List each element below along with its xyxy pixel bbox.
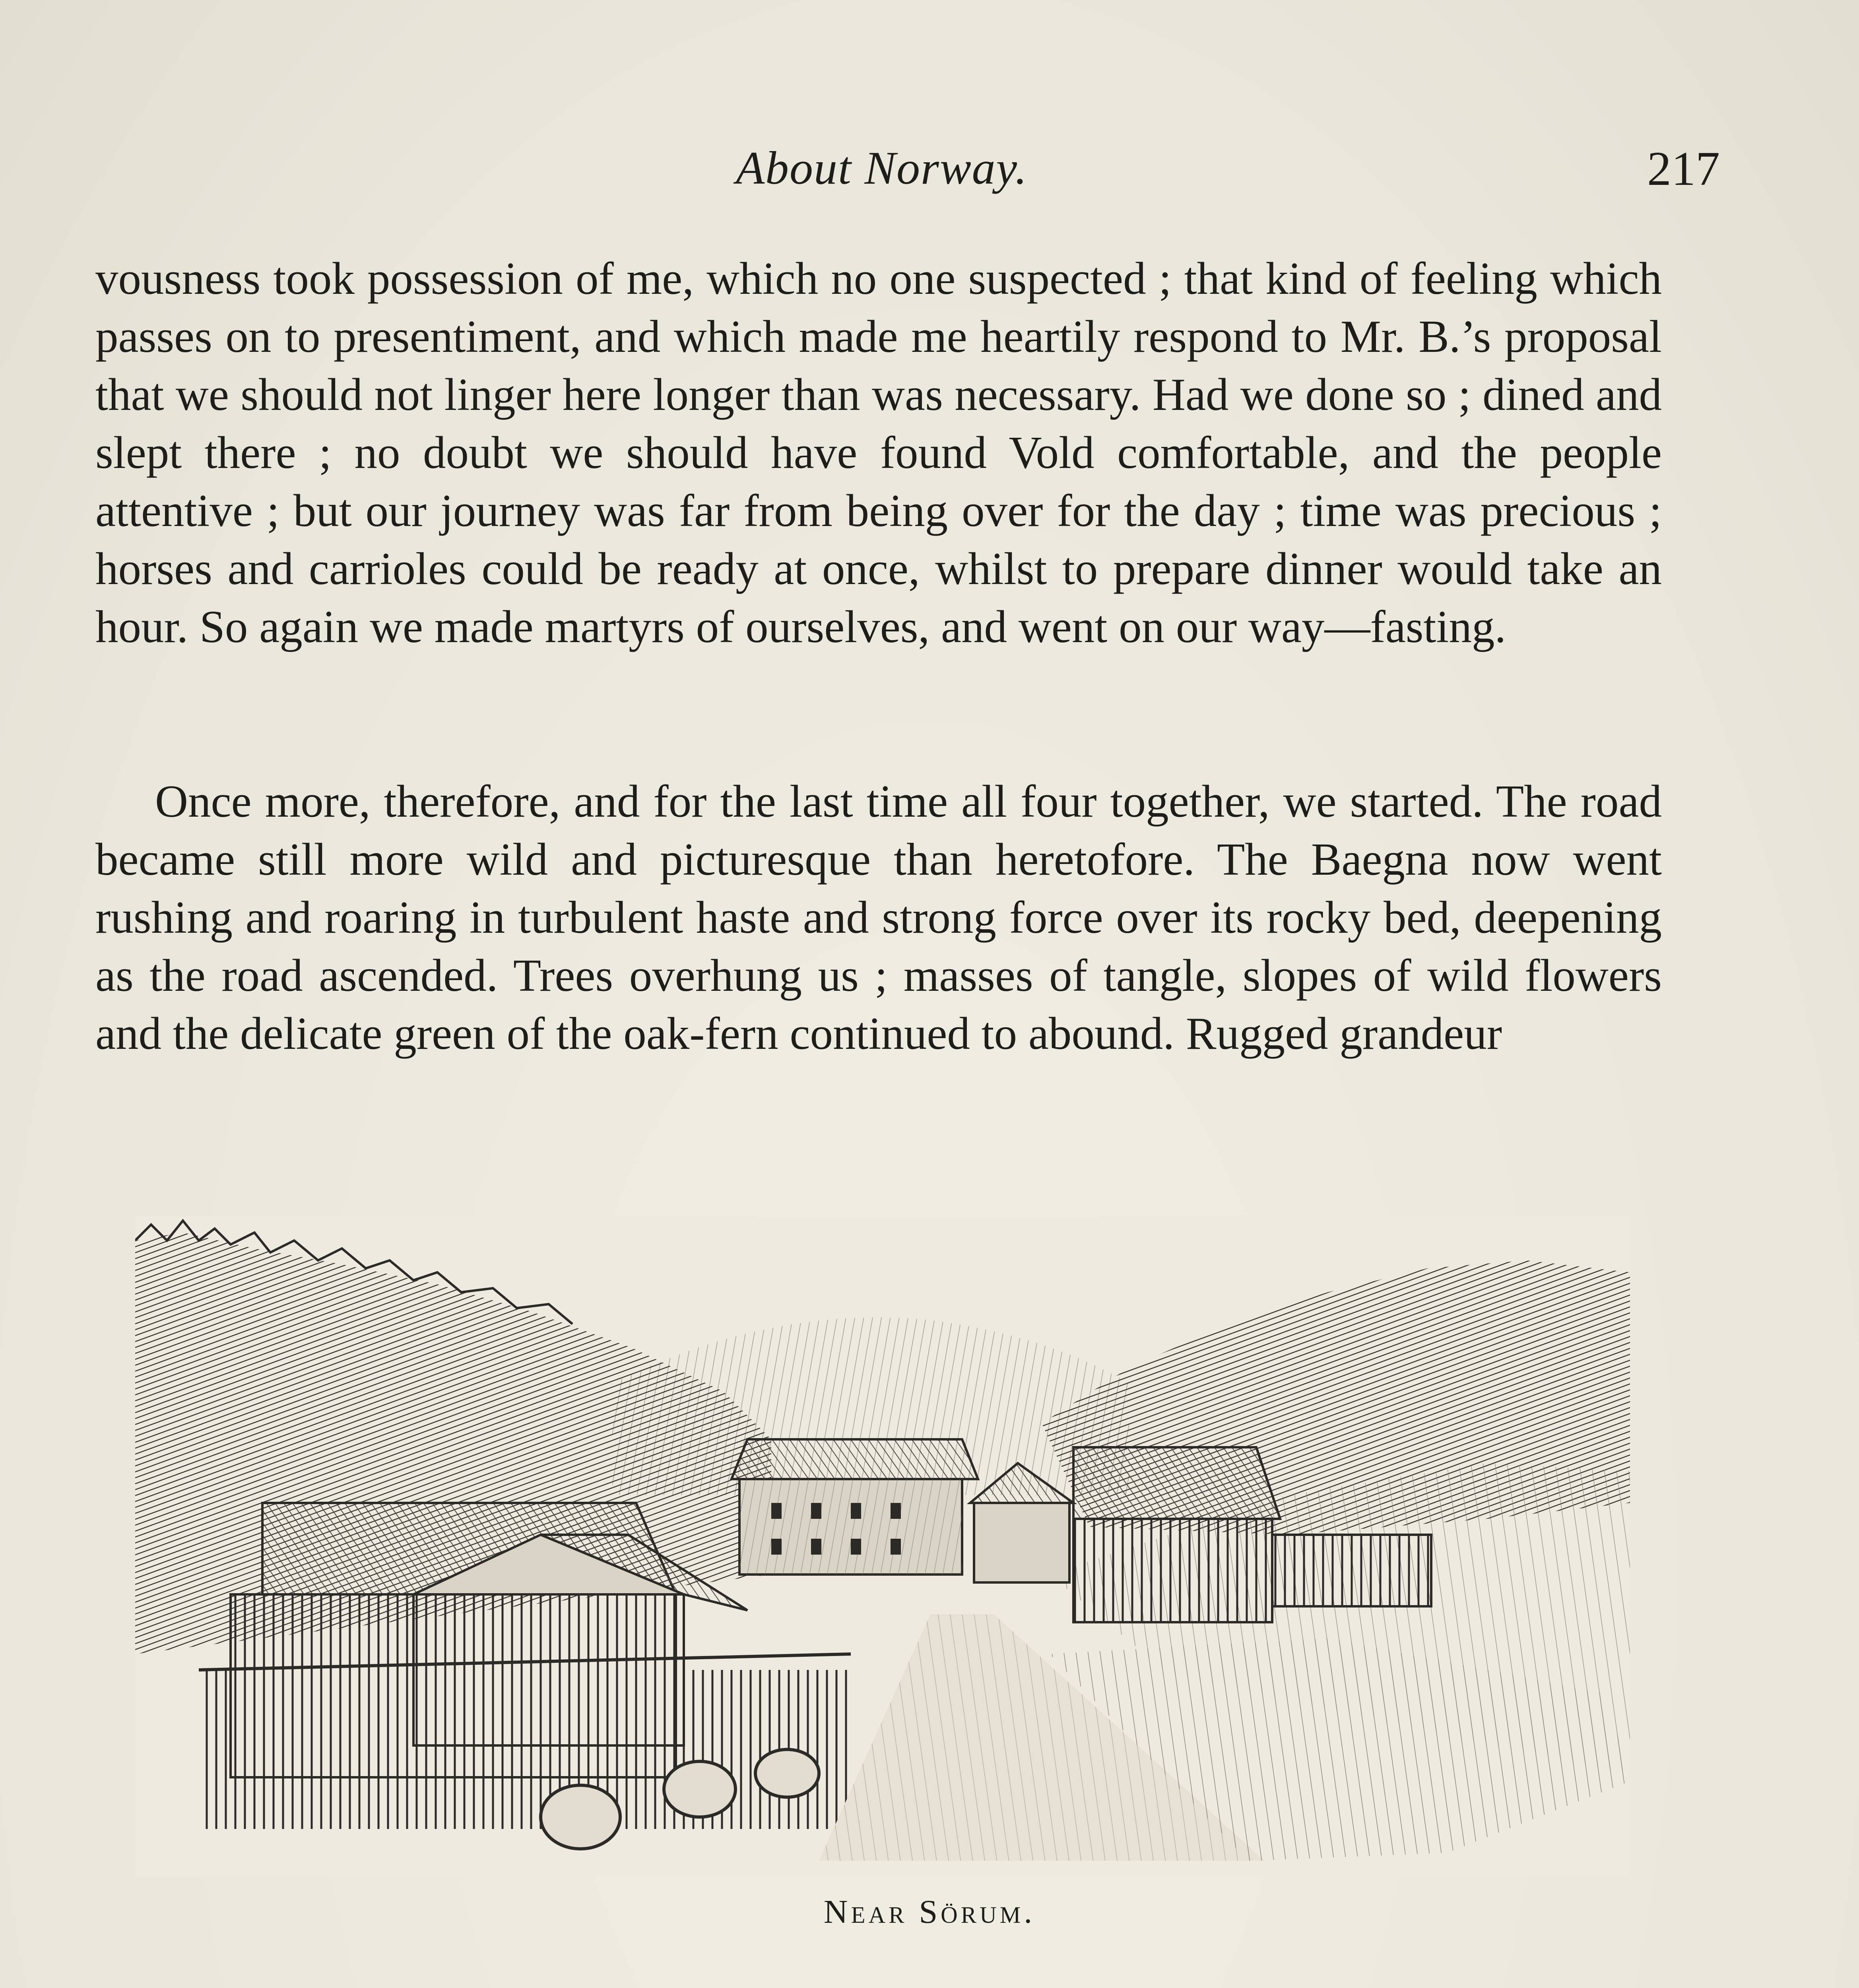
engraving-illustration [135, 1217, 1630, 1877]
engraving-farmstead-image [135, 1217, 1630, 1877]
body-paragraph-2: Once more, therefore, and for the last time all four together, we started. The road became still more wild and picturesque than heretofore. The Baegna now went rushing and roaring in turbulent haste and strong force over its rocky bed, deepening as the road ascended. Trees overhung us ; masses of tangle, slopes of wild flowers and the delicate green of the oak-fern continued to abound. Rugged grandeur [95, 776, 1662, 1059]
page-number: 217 [1647, 142, 1720, 196]
page-header [95, 141, 1720, 201]
figure-caption: Near Sörum. [823, 1893, 1036, 1930]
body-paragraph-1: vousness took possession of me, which no one suspected ; that kind of feeling which passes on to presentiment, and which made me heartily respond to Mr. B.’s proposal that we should not linger here longer than was necessary. Had we done so ; dined and slept there ; no doubt we should have found Vold comfortable, and the people attentive ; but our journey was far from being over for the day ; time was precious ; horses and carrioles could be ready at once, whilst to prepare dinner would take an hour. So again we made martyrs of ourselves, and went on our way—fasting. [95, 253, 1662, 652]
running-head: About Norway. [735, 142, 1028, 194]
